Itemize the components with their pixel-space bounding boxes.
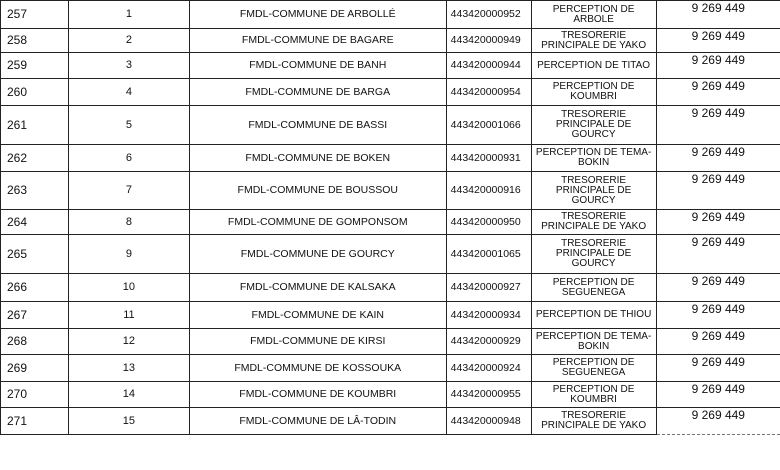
commune-name: FMDL-COMMUNE DE GOURCY	[189, 235, 446, 274]
treasury-office: TRESORERIE PRINCIPALE DE GOURCY	[531, 106, 656, 145]
treasury-office: PERCEPTION DE KOUMBRI	[531, 79, 656, 106]
treasury-office: PERCEPTION DE SEGUENEGA	[531, 355, 656, 382]
commune-name: FMDL-COMMUNE DE GOMPONSOM	[189, 210, 446, 235]
commune-name: FMDL-COMMUNE DE KALSAKA	[189, 274, 446, 302]
row-index: 5	[68, 106, 189, 145]
row-number: 257	[1, 1, 69, 29]
table-row	[1, 172, 780, 210]
row-number: 260	[1, 79, 69, 106]
amount: 9 269 449	[656, 408, 780, 435]
account-number: 443420000931	[446, 145, 531, 172]
amount: 9 269 449	[656, 382, 780, 408]
treasury-office: TRESORERIE PRINCIPALE DE YAKO	[531, 29, 656, 53]
treasury-office: PERCEPTION DE TEMA-BOKIN	[531, 145, 656, 172]
treasury-office: PERCEPTION DE THIOU	[531, 302, 656, 329]
account-number: 443420000950	[446, 210, 531, 235]
table-row	[1, 106, 780, 145]
row-index: 1	[68, 1, 189, 29]
amount: 9 269 449	[656, 355, 780, 382]
table-row	[1, 408, 780, 435]
row-index: 12	[68, 329, 189, 355]
commune-name: FMDL-COMMUNE DE ARBOLLÉ	[189, 1, 446, 29]
commune-name: FMDL-COMMUNE DE BASSI	[189, 106, 446, 145]
row-index: 9	[68, 235, 189, 274]
commune-name: FMDL-COMMUNE DE BARGA	[189, 79, 446, 106]
account-number: 443420000949	[446, 29, 531, 53]
commune-name: FMDL-COMMUNE DE BOUSSOU	[189, 172, 446, 210]
row-number: 263	[1, 172, 69, 210]
row-number: 269	[1, 355, 69, 382]
account-number: 443420000929	[446, 329, 531, 355]
row-index: 3	[68, 53, 189, 79]
treasury-office: PERCEPTION DE ARBOLE	[531, 1, 656, 29]
row-index: 2	[68, 29, 189, 53]
account-number: 443420000948	[446, 408, 531, 435]
row-number: 267	[1, 302, 69, 329]
commune-name: FMDL-COMMUNE DE KOSSOUKA	[189, 355, 446, 382]
row-number: 265	[1, 235, 69, 274]
treasury-office: TRESORERIE PRINCIPALE DE GOURCY	[531, 235, 656, 274]
treasury-office: PERCEPTION DE TEMA-BOKIN	[531, 329, 656, 355]
commune-name: FMDL-COMMUNE DE KOUMBRI	[189, 382, 446, 408]
row-number: 266	[1, 274, 69, 302]
account-number: 443420001066	[446, 106, 531, 145]
row-index: 8	[68, 210, 189, 235]
row-index: 10	[68, 274, 189, 302]
account-number: 443420000916	[446, 172, 531, 210]
amount: 9 269 449	[656, 302, 780, 329]
table-row	[1, 1, 780, 29]
allocation-table-body	[1, 0, 780, 435]
row-index: 11	[68, 302, 189, 329]
row-index: 7	[68, 172, 189, 210]
account-number: 443420000927	[446, 274, 531, 302]
amount: 9 269 449	[656, 210, 780, 235]
row-index: 15	[68, 408, 189, 435]
row-number: 262	[1, 145, 69, 172]
commune-name: FMDL-COMMUNE DE KIRSI	[189, 329, 446, 355]
table-row	[1, 274, 780, 302]
table-row	[1, 235, 780, 274]
treasury-office: TRESORERIE PRINCIPALE DE GOURCY	[531, 172, 656, 210]
table-row	[1, 329, 780, 355]
row-number: 259	[1, 53, 69, 79]
account-number: 443420001065	[446, 235, 531, 274]
amount: 9 269 449	[656, 235, 780, 274]
table-row	[1, 145, 780, 172]
amount: 9 269 449	[656, 145, 780, 172]
table-row	[1, 210, 780, 235]
commune-name: FMDL-COMMUNE DE BAGARE	[189, 29, 446, 53]
amount: 9 269 449	[656, 274, 780, 302]
row-number: 270	[1, 382, 69, 408]
table-row	[1, 355, 780, 382]
treasury-office: PERCEPTION DE TITAO	[531, 53, 656, 79]
commune-name: FMDL-COMMUNE DE BANH	[189, 53, 446, 79]
table-row	[1, 79, 780, 106]
table-row	[1, 302, 780, 329]
amount: 9 269 449	[656, 106, 780, 145]
row-index: 14	[68, 382, 189, 408]
row-index: 4	[68, 79, 189, 106]
table-row	[1, 29, 780, 53]
treasury-office: TRESORERIE PRINCIPALE DE YAKO	[531, 408, 656, 435]
row-number: 261	[1, 106, 69, 145]
amount: 9 269 449	[656, 172, 780, 210]
table-row	[1, 382, 780, 408]
row-number: 271	[1, 408, 69, 435]
amount: 9 269 449	[656, 329, 780, 355]
account-number: 443420000924	[446, 355, 531, 382]
account-number: 443420000955	[446, 382, 531, 408]
account-number: 443420000952	[446, 1, 531, 29]
treasury-office: PERCEPTION DE SEGUENEGA	[531, 274, 656, 302]
amount: 9 269 449	[656, 29, 780, 53]
amount: 9 269 449	[656, 53, 780, 79]
commune-name: FMDL-COMMUNE DE LÂ-TODIN	[189, 408, 446, 435]
row-number: 268	[1, 329, 69, 355]
amount: 9 269 449	[656, 79, 780, 106]
row-index: 6	[68, 145, 189, 172]
account-number: 443420000954	[446, 79, 531, 106]
account-number: 443420000944	[446, 53, 531, 79]
amount: 9 269 449	[656, 1, 780, 29]
account-number: 443420000934	[446, 302, 531, 329]
treasury-office: TRESORERIE PRINCIPALE DE YAKO	[531, 210, 656, 235]
table-row	[1, 53, 780, 79]
row-number: 264	[1, 210, 69, 235]
commune-name: FMDL-COMMUNE DE BOKEN	[189, 145, 446, 172]
row-index: 13	[68, 355, 189, 382]
commune-name: FMDL-COMMUNE DE KAIN	[189, 302, 446, 329]
row-number: 258	[1, 29, 69, 53]
treasury-office: PERCEPTION DE KOUMBRI	[531, 382, 656, 408]
